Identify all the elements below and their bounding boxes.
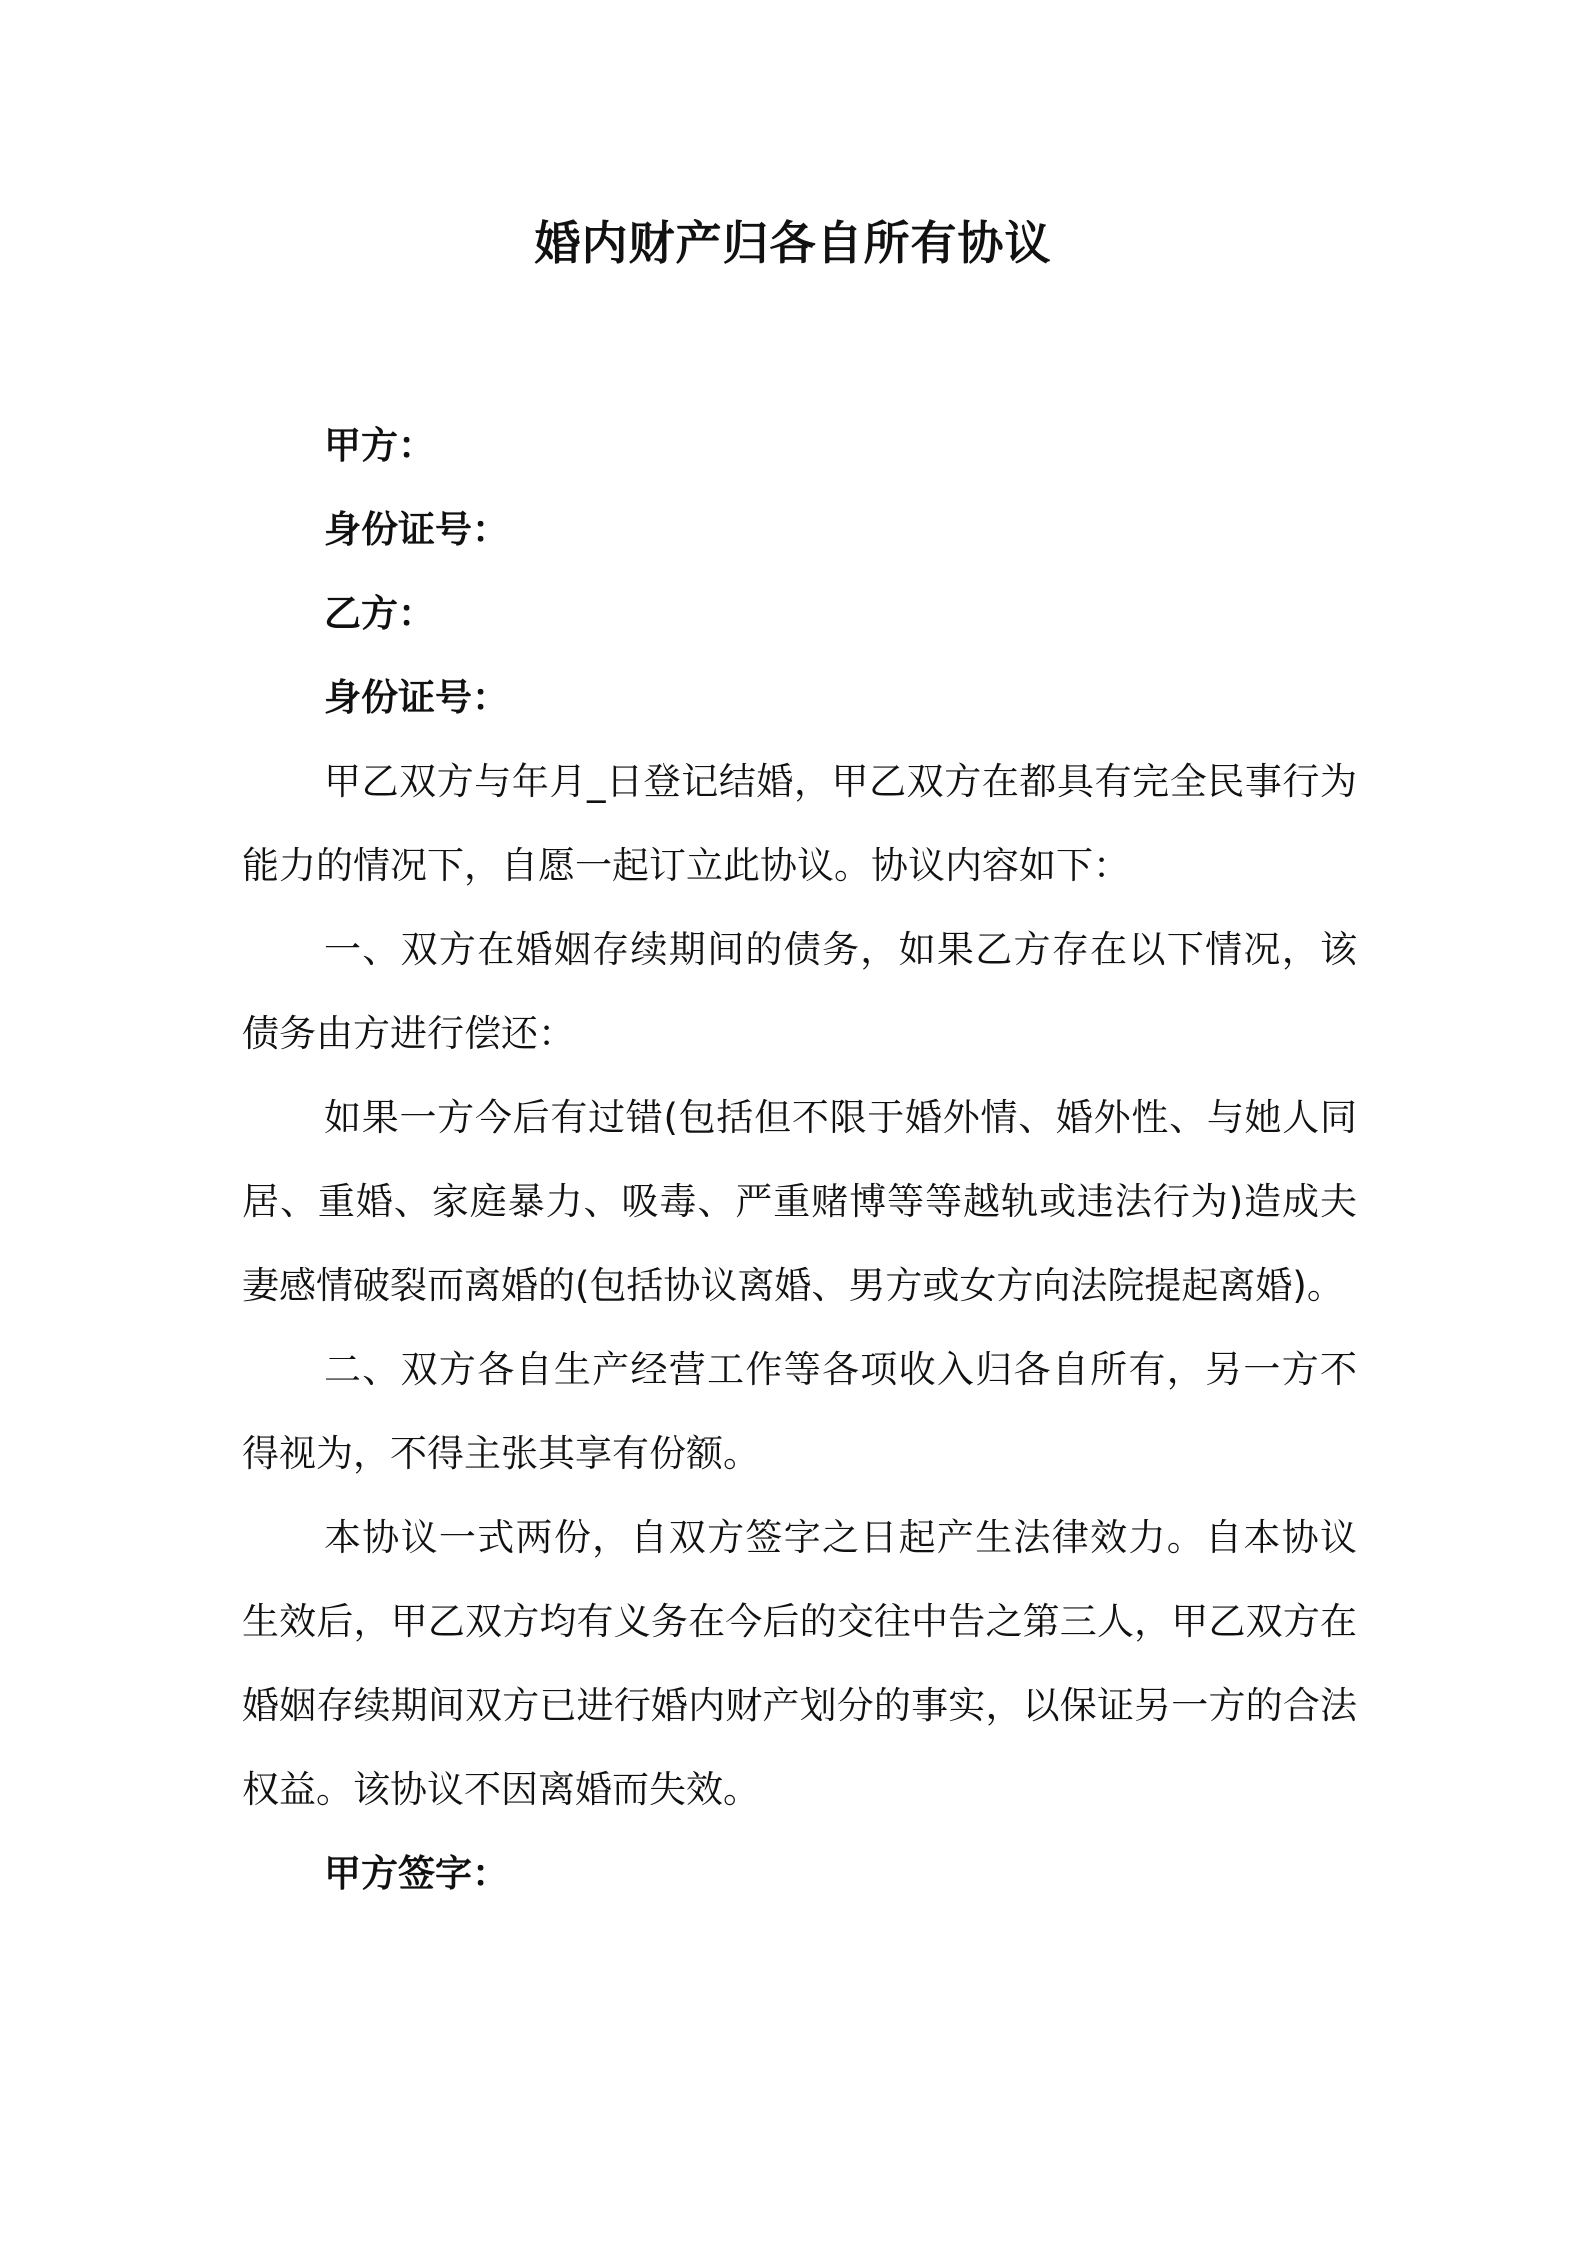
party-a-signature-label: 甲方签字： <box>324 1852 509 1895</box>
clause-1-detail-paragraph: 如果一方今后有过错(包括但不限于婚外情、婚外性、与她人同居、重婚、家庭暴力、吸毒、严重赌博等等越轨或违法行为)造成夫妻感情破裂而离婚的(包括协议离婚、男方或女方向法院提起离婚)。 <box>242 1096 1357 1307</box>
party-b-field: 乙方： <box>324 592 435 635</box>
party-a-field: 甲方： <box>324 424 435 467</box>
party-a-id-field: 身份证号： <box>324 508 509 551</box>
intro-paragraph: 甲乙双方与年月_日登记结婚，甲乙双方在都具有完全民事行为能力的情况下，自愿一起订立此协议。协议内容如下： <box>242 760 1357 887</box>
effect-paragraph: 本协议一式两份，自双方签字之日起产生法律效力。自本协议生效后，甲乙双方均有义务在今后的交往中告之第三人，甲乙双方在婚姻存续期间双方已进行婚内财产划分的事实，以保证另一方的合法权益。该协议不因离婚而失效。 <box>242 1516 1357 1811</box>
document-title: 婚内财产归各自所有协议 <box>534 216 1052 270</box>
document-body <box>242 404 1357 1916</box>
clause-1-paragraph: 一、双方在婚姻存续期间的债务，如果乙方存在以下情况，该债务由方进行偿还： <box>242 928 1357 1055</box>
clause-2-paragraph: 二、双方各自生产经营工作等各项收入归各自所有，另一方不得视为，不得主张其享有份额。 <box>242 1348 1357 1475</box>
party-b-id-field: 身份证号： <box>324 676 509 719</box>
